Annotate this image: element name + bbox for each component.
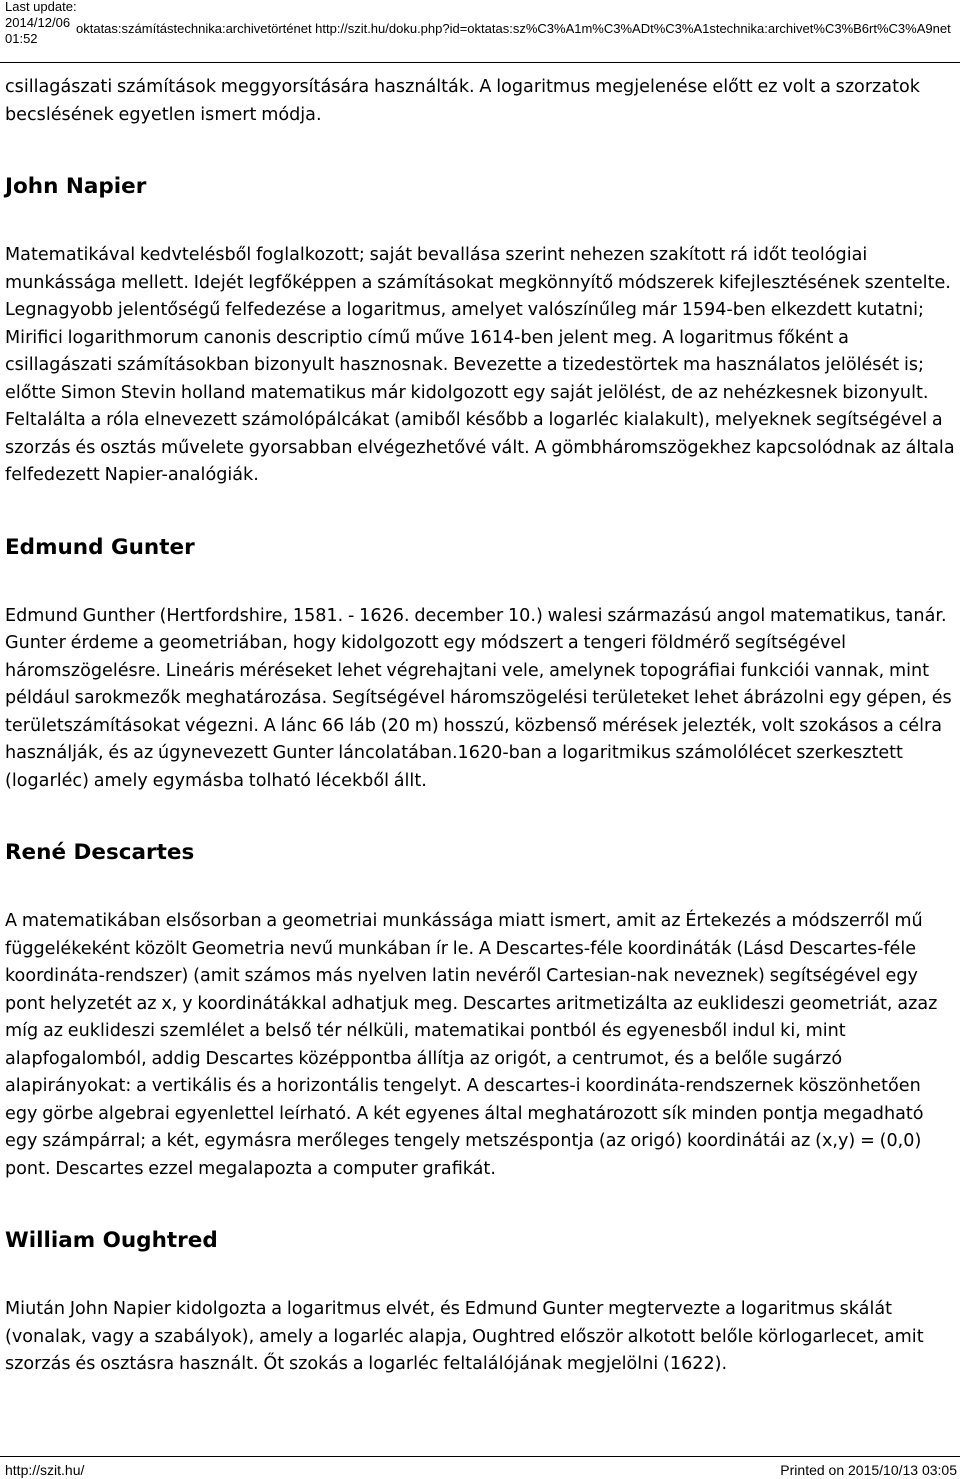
last-update-value: 2014/12/06 01:52 <box>5 15 71 46</box>
section-heading-napier: John Napier <box>5 174 147 199</box>
page-header <box>0 0 960 63</box>
footer-printed-date: Printed on 2015/10/13 03:05 <box>780 1462 957 1478</box>
intro-paragraph: csillagászati számítások meggyorsítására használták. A logaritmus megjelenése előtt ez volt a szorzatok becslésének egyetlen ismert módja. <box>5 77 920 125</box>
footer-site-link[interactable]: http://szit.hu/ <box>5 1462 85 1478</box>
section-heading-oughtred: William Oughtred <box>5 1228 218 1253</box>
page-path: oktatas:számítástechnika:archivetörténet http://szit.hu/doku.php?id=oktatas:sz%C3%A1m%C3%ADt%C3%A1stechnika:archivet%C3%B6rt%C3%A9net <box>76 21 951 36</box>
last-update <box>5 0 77 47</box>
section-body-descartes: A matematikában elsősorban a geometriai munkássága miatt ismert, amit az Értekezés a módszerről mű függelékeként közölt Geometria nevű munkában ír le. A Descartes-féle koordináták (Lásd Descartes-féle koordináta-rendszer) (amit számos más nyelven latin nevéről Cartesian-nak neveznek) segítségével egy pont helyzetét az x, y koordinátákkal adhatjuk meg. Descartes aritmetizálta az euklideszi geometriát, azaz míg az euklideszi szemlélet a belső tér nélküli, matematikai pontból és egyenesből indul ki, mint alapfogalomból, addig Descartes középpontba állítja az origót, a centrumot, és a belőle sugárzó alapirányokat: a vertikális és a horizontális tengelyt. A descartes-i koordináta-rendszernek köszönhetően egy görbe algebrai egyenlettel leírható. A két egyenes által meghatározott sík minden pontja megadható egy számpárral; a két, egymásra merőleges tengely metszéspontja (az origó) koordinátái az (x,y) = (0,0) pont. Descartes ezzel megalapozta a computer grafikát. <box>5 911 938 1179</box>
page-footer <box>0 1456 960 1479</box>
section-body-napier: Matematikával kedvtelésből foglalkozott; saját bevallása szerint nehezen szakított rá időt teológiai munkássága mellett. Idejét legfőképpen a számításokat megkönnyítő módszerek kifejlesztésének szentelte. Legnagyobb jelentőségű felfedezése a logaritmus, amelyet valószínűleg már 1594-ben elkezdett kutatni; Mirifici logarithmorum canonis descriptio című műve 1614-ben jelent meg. A logaritmus főként a csillagászati számításokban bizonyult hasznosnak. Bevezette a tizedestörtek ma használatos jelölését is; előtte Simon Stevin holland matematikus már kidolgozott egy saját jelölést, de az nehézkesnek bizonyult. Feltalálta a róla elnevezett számolópálcákat (amiből később a logarléc kialakult), melyeknek segítségével a szorzás és osztás művelete gyorsabban elvégezhetővé vált. A gömbháromszögekhez kapcsolódnak az általa felfedezett Napier-analógiák. <box>5 245 955 485</box>
section-heading-descartes: René Descartes <box>5 840 195 865</box>
page-content <box>5 74 955 1379</box>
section-body-oughtred: Miután John Napier kidolgozta a logaritmus elvét, és Edmund Gunter megtervezte a logaritmus skálát (vonalak, vagy a szabályok), amely a logarléc alapja, Oughtred először alkotott belőle körlogarlecet, amit szorzás és osztásra használt. Őt szokás a logarléc feltalálójának megjelölni (1622). <box>5 1299 924 1374</box>
last-update-label: Last update: <box>5 0 77 14</box>
section-heading-gunter: Edmund Gunter <box>5 534 195 560</box>
section-body-gunter: Edmund Gunther (Hertfordshire, 1581. - 1626. december 10.) walesi származású angol matematikus, tanár. Gunter érdeme a geometriában, hogy kidolgozott egy módszert a tengeri földmérő segítségével háromszögelésre. Lineáris méréseket lehet végrehajtani vele, amelynek topográfiai funkciói vannak, mint például sarokmezők meghatározása. Segítségével háromszögelési területeket lehet ábrázolni egy gépen, és területszámításokat végezni. A lánc 66 láb (20 m) hosszú, közbenső mérések jelezték, volt szokásos a célra használják, és az úgynevezett Gunter láncolatában.1620-ban a logaritmikus számolólécet szerkesztett (logarléc) amely egymásba tolható lécekből állt. <box>5 605 952 791</box>
